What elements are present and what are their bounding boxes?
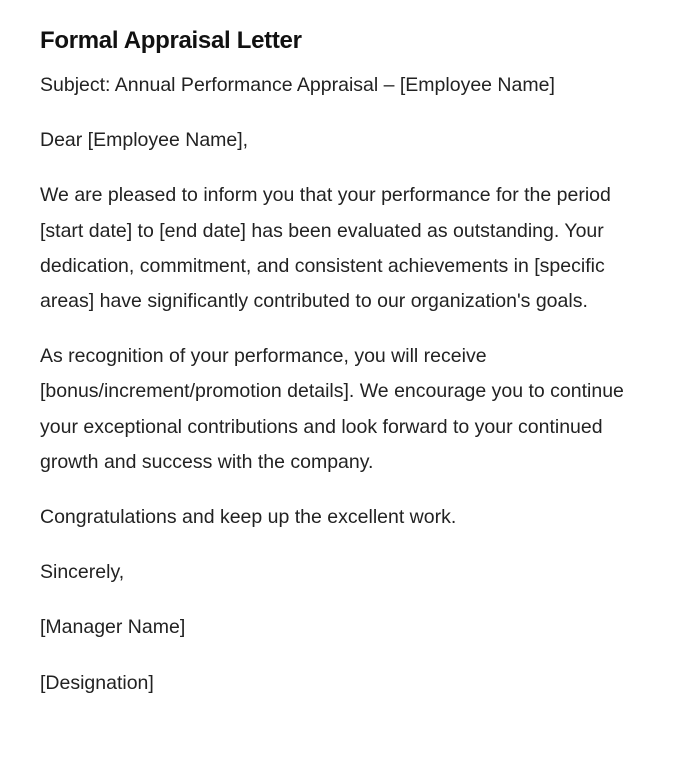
letter-title: Formal Appraisal Letter (40, 27, 302, 54)
manager-name: [Manager Name] (40, 616, 186, 639)
greeting: Dear [Employee Name], (40, 129, 249, 152)
body-paragraph-performance: We are pleased to inform you that your performance for the period [start date] to [end date] has been evaluated as outstanding. Your dedication, commitment, and consistent achievements in [specific areas] have significantly contributed to our organization's goals. (40, 184, 611, 313)
subject-line: Subject: Annual Performance Appraisal – [Employee Name] (40, 74, 555, 96)
body-paragraph-recognition: As recognition of your performance, you will receive [bonus/increment/promotion details]. We encourage you to continue your exceptional contributions and look forward to your continued growth and success with the company. (40, 345, 624, 473)
designation: [Designation] (40, 671, 154, 694)
congratulations-line: Congratulations and keep up the excellent work. (40, 506, 457, 529)
signoff: Sincerely, (40, 561, 125, 584)
